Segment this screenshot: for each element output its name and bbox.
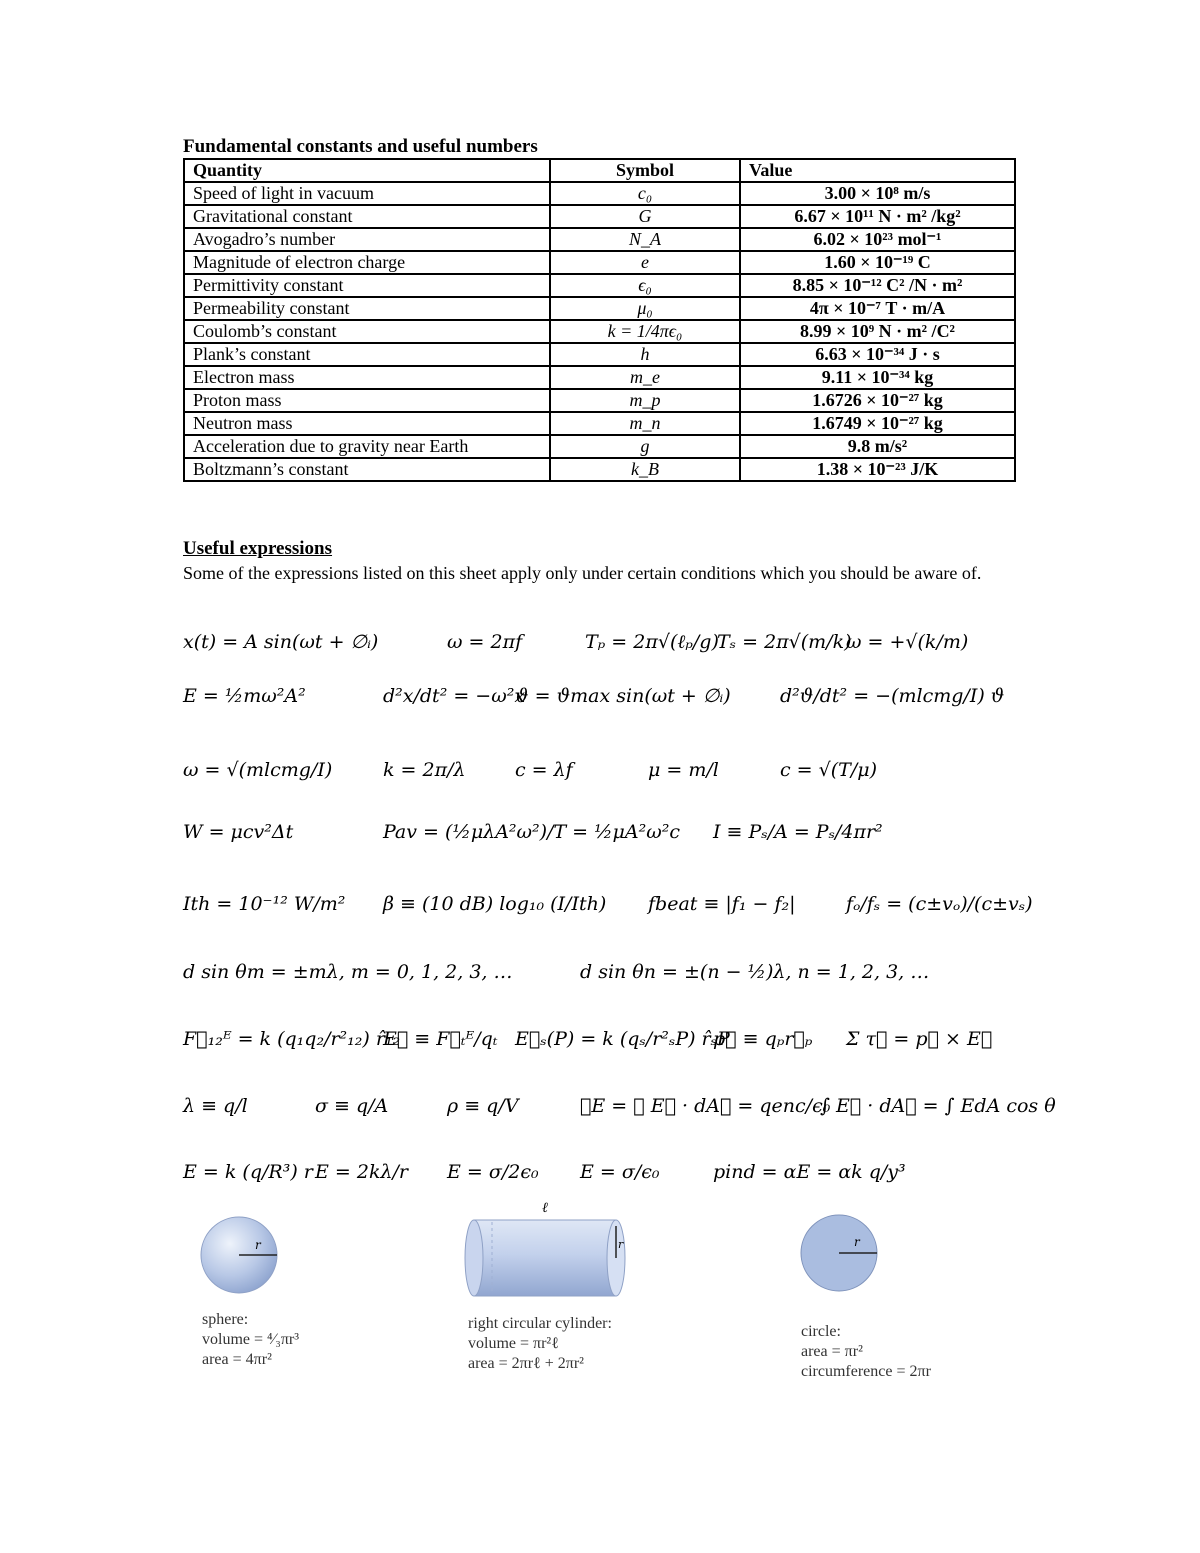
cylinder-body bbox=[474, 1220, 616, 1296]
table-row bbox=[184, 182, 1015, 205]
column-header-symbol: Symbol bbox=[550, 159, 740, 182]
equation-angular-position: ϑ = ϑmax sin(ωt + ∅ᵢ) bbox=[515, 685, 731, 707]
sphere-figure bbox=[195, 1212, 285, 1302]
equation-angular-shm: d²ϑ/dt² = −(mlcmg/I) ϑ bbox=[780, 685, 1005, 707]
table-row bbox=[184, 320, 1015, 343]
symbol-cell: e bbox=[550, 251, 740, 274]
symbol-cell: c₀ bbox=[550, 182, 740, 205]
section-title: Useful expressions bbox=[183, 538, 333, 559]
circle-caption-title: circle: bbox=[801, 1323, 841, 1340]
intro-paragraph: Some of the expressions listed on this sheet apply only under certain conditions which you should be aware of. bbox=[183, 563, 982, 583]
symbol-cell: m_p bbox=[550, 389, 740, 412]
equation-field-plane: E = σ/2ϵ₀ bbox=[447, 1161, 539, 1183]
sphere-radius-label: r bbox=[255, 1238, 261, 1252]
table-row bbox=[184, 343, 1015, 366]
symbol-cell: ϵ₀ bbox=[550, 274, 740, 297]
column-header-quantity: Quantity bbox=[184, 159, 550, 182]
sphere-caption-volume: volume = ⁴⁄₃πr³ bbox=[202, 1331, 300, 1348]
value-cell: 6.02 × 10²³ mol⁻¹ bbox=[740, 228, 1015, 251]
equation-field-conductor: E = σ/ϵ₀ bbox=[580, 1161, 660, 1183]
quantity-cell: Neutron mass bbox=[184, 412, 550, 435]
circle-caption bbox=[801, 1322, 931, 1382]
equation-average-power: Pav = (½μλA²ω²)/T = ½μA²ω²c bbox=[383, 821, 680, 843]
equation-field-line-charge: E = 2kλ/r bbox=[315, 1161, 408, 1183]
value-cell: 8.99 × 10⁹ N · m² /C² bbox=[740, 320, 1015, 343]
equation-threshold-intensity: Ith = 10⁻¹² W/m² bbox=[183, 893, 346, 915]
equation-induced-dipole: pind = αE = αk q/y³ bbox=[713, 1161, 906, 1183]
table-row bbox=[184, 228, 1015, 251]
equation-string-speed: c = √(T/μ) bbox=[780, 759, 877, 781]
equation-spring-period: Tₛ = 2π√(m/k) bbox=[717, 631, 852, 653]
quantity-cell: Permeability constant bbox=[184, 297, 550, 320]
circle-figure bbox=[796, 1210, 886, 1300]
cylinder-caption-volume: volume = πr²ℓ bbox=[468, 1335, 559, 1352]
equation-physical-pendulum: ω = √(mlcmg/I) bbox=[183, 759, 333, 781]
equation-intensity: I ≡ Pₛ/A = Pₛ/4πr² bbox=[713, 821, 883, 843]
value-cell: 1.6726 × 10⁻²⁷ kg bbox=[740, 389, 1015, 412]
equation-gauss-law: ∅E = ∮ E⃗ · dA⃗ = qenc/ϵ₀ bbox=[580, 1095, 831, 1117]
equation-bright-fringes: d sin θm = ±mλ, m = 0, 1, 2, 3, … bbox=[183, 961, 513, 983]
circle-caption-area: area = πr² bbox=[801, 1343, 863, 1360]
quantity-cell: Boltzmann’s constant bbox=[184, 458, 550, 481]
equation-field-inside-sphere: E = k (q/R³) r bbox=[183, 1161, 313, 1183]
quantity-cell: Avogadro’s number bbox=[184, 228, 550, 251]
quantity-cell: Acceleration due to gravity near Earth bbox=[184, 435, 550, 458]
equation-dipole-moment: p⃗ ≡ qₚr⃗ₚ bbox=[713, 1028, 813, 1050]
equation-wavenumber: k = 2π/λ bbox=[383, 759, 466, 781]
value-cell: 9.8 m/s² bbox=[740, 435, 1015, 458]
value-cell: 1.6749 × 10⁻²⁷ kg bbox=[740, 412, 1015, 435]
circle-caption-circumference: circumference = 2πr bbox=[801, 1363, 931, 1380]
equation-doppler: fₒ/fₛ = (c±vₒ)/(c±vₛ) bbox=[846, 893, 1033, 915]
cylinder-caption-area: area = 2πrℓ + 2πr² bbox=[468, 1355, 584, 1372]
quantity-cell: Gravitational constant bbox=[184, 205, 550, 228]
equation-work: W = μcv²Δt bbox=[183, 821, 294, 843]
value-cell: 8.85 × 10⁻¹² C² /N · m² bbox=[740, 274, 1015, 297]
equation-dark-fringes: d sin θn = ±(n − ½)λ, n = 1, 2, 3, … bbox=[580, 961, 930, 983]
symbol-cell: μ₀ bbox=[550, 297, 740, 320]
sphere-caption bbox=[202, 1310, 299, 1370]
table-header-row bbox=[184, 159, 1015, 182]
equation-coulomb-force: F⃗₁₂ᴱ = k (q₁q₂/r²₁₂) r̂₁₂ bbox=[183, 1028, 401, 1050]
equation-surface-charge-density: σ ≡ q/A bbox=[315, 1095, 389, 1117]
symbol-cell: k = 1/4πϵ₀ bbox=[550, 320, 740, 343]
value-cell: 3.00 × 10⁸ m/s bbox=[740, 182, 1015, 205]
table-row bbox=[184, 297, 1015, 320]
equation-torque: Σ τ⃗ = p⃗ × E⃗ bbox=[846, 1028, 993, 1050]
table-row bbox=[184, 205, 1015, 228]
value-cell: 1.38 × 10⁻²³ J/K bbox=[740, 458, 1015, 481]
value-cell: 6.67 × 10¹¹ N · m² /kg² bbox=[740, 205, 1015, 228]
symbol-cell: k_B bbox=[550, 458, 740, 481]
quantity-cell: Speed of light in vacuum bbox=[184, 182, 550, 205]
page-title: Fundamental constants and useful numbers bbox=[183, 136, 538, 157]
symbol-cell: m_n bbox=[550, 412, 740, 435]
equation-point-charge-field: E⃗ₛ(P) = k (qₛ/r²ₛP) r̂ₛP bbox=[515, 1028, 730, 1050]
table-row bbox=[184, 366, 1015, 389]
quantity-cell: Electron mass bbox=[184, 366, 550, 389]
symbol-cell: m_e bbox=[550, 366, 740, 389]
equation-linear-charge-density: λ ≡ q/l bbox=[183, 1095, 248, 1117]
value-cell: 6.63 × 10⁻³⁴ J · s bbox=[740, 343, 1015, 366]
equation-volume-charge-density: ρ ≡ q/V bbox=[447, 1095, 519, 1117]
table-row bbox=[184, 458, 1015, 481]
cylinder-caption bbox=[468, 1314, 612, 1374]
equation-sound-level: β ≡ (10 dB) log₁₀ (I/Ith) bbox=[383, 893, 607, 915]
equation-energy: E = ½mω²A² bbox=[183, 685, 306, 707]
equation-pendulum-period: Tₚ = 2π√(ℓₚ/g) bbox=[585, 631, 719, 653]
cylinder-radius-label: r bbox=[618, 1238, 624, 1251]
equation-beat-frequency: fbeat ≡ |f₁ − f₂| bbox=[648, 893, 796, 915]
table-row bbox=[184, 251, 1015, 274]
quantity-cell: Plank’s constant bbox=[184, 343, 550, 366]
equation-wave-speed: c = λf bbox=[515, 759, 573, 781]
column-header-value: Value bbox=[740, 159, 1015, 182]
equation-flux-integral: ∫ E⃗ · dA⃗ = ∫ EdA cos θ bbox=[820, 1095, 1056, 1117]
constants-table bbox=[183, 158, 1016, 482]
equation-omega-spring: ω = +√(k/m) bbox=[846, 631, 969, 653]
symbol-cell: g bbox=[550, 435, 740, 458]
table-row bbox=[184, 435, 1015, 458]
equation-shm: d²x/dt² = −ω²x bbox=[383, 685, 526, 707]
table-row bbox=[184, 274, 1015, 297]
quantity-cell: Proton mass bbox=[184, 389, 550, 412]
sphere-caption-area: area = 4πr² bbox=[202, 1351, 272, 1368]
equation-electric-field-def: E⃗ ≡ F⃗ₜᴱ/qₜ bbox=[383, 1028, 498, 1050]
circle-radius-label: r bbox=[854, 1235, 860, 1249]
equation-position: x(t) = A sin(ωt + ∅ᵢ) bbox=[183, 631, 379, 653]
symbol-cell: h bbox=[550, 343, 740, 366]
cylinder-length-label: ℓ bbox=[542, 1200, 548, 1216]
equation-angular-frequency: ω = 2πf bbox=[447, 631, 523, 653]
table-row bbox=[184, 389, 1015, 412]
value-cell: 4π × 10⁻⁷ T · m/A bbox=[740, 297, 1015, 320]
equation-linear-density: μ = m/l bbox=[648, 759, 719, 781]
value-cell: 9.11 × 10⁻³⁴ kg bbox=[740, 366, 1015, 389]
symbol-cell: G bbox=[550, 205, 740, 228]
cylinder-caption-title: right circular cylinder: bbox=[468, 1315, 612, 1332]
cylinder-left-end bbox=[465, 1220, 483, 1296]
sphere-caption-title: sphere: bbox=[202, 1311, 249, 1328]
symbol-cell: N_A bbox=[550, 228, 740, 251]
quantity-cell: Permittivity constant bbox=[184, 274, 550, 297]
table-row bbox=[184, 412, 1015, 435]
quantity-cell: Magnitude of electron charge bbox=[184, 251, 550, 274]
cylinder-figure bbox=[460, 1196, 635, 1301]
value-cell: 1.60 × 10⁻¹⁹ C bbox=[740, 251, 1015, 274]
quantity-cell: Coulomb’s constant bbox=[184, 320, 550, 343]
